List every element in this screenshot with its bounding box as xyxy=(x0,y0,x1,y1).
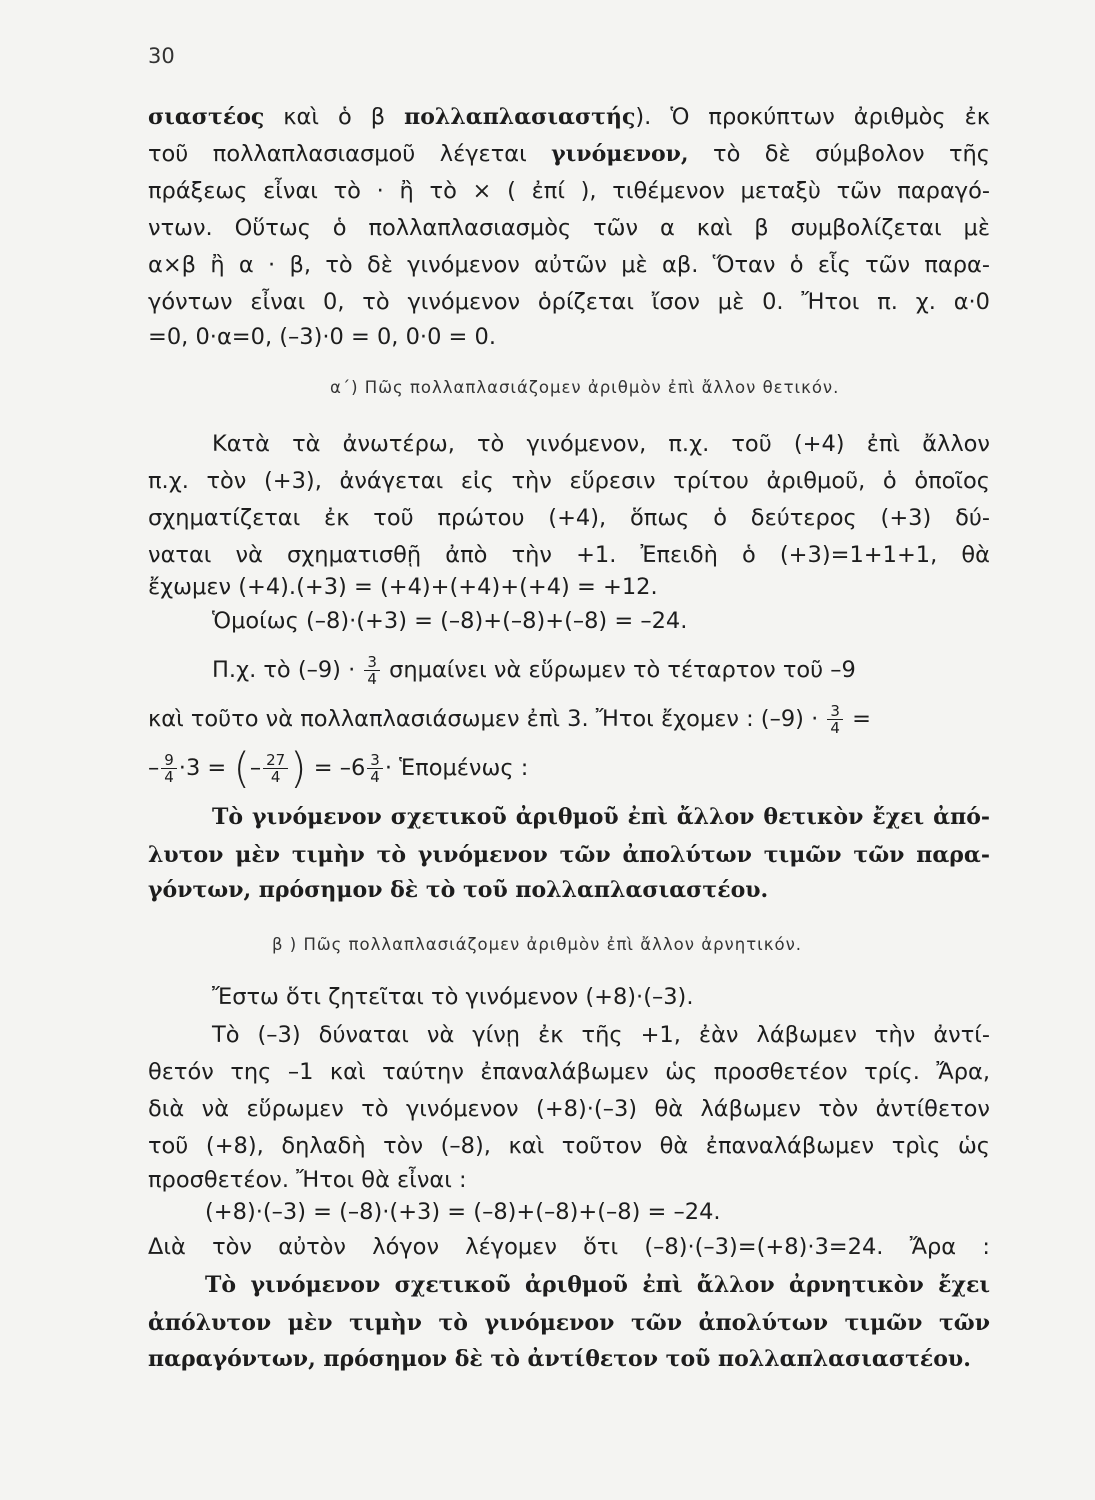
paragraph-line: π.χ. τὸν (+3), ἀνάγεται εἰς τὴν εὕρεσιν τρίτου ἀριθμοῦ, ὁ ὁποῖος xyxy=(148,468,990,494)
rule-line: λυτον μὲν τιμὴν τὸ γινόμενον τῶν ἀπολύτων τιμῶν τῶν παρα- xyxy=(148,842,990,868)
paragraph-line: Κατὰ τὰ ἀνωτέρω, τὸ γινόμενον, π.χ. τοῦ (+4) ἐπὶ ἄλλον xyxy=(212,431,990,457)
paragraph-line: (+8)·(–3) = (–8)·(+3) = (–8)+(–8)+(–8) = –24. xyxy=(205,1199,721,1225)
paragraph-line: Ἔστω ὅτι ζητεῖται τὸ γινόμενον (+8)·(–3). xyxy=(212,984,694,1010)
example-line: καὶ τοῦτο νὰ πολλαπλασιάσωμεν ἐπὶ 3. Ἤτοι ἔχομεν : (–9) · $\frac{3}{4}$ = xyxy=(148,702,871,737)
example-line: – $\frac{9}{4}$ ·3 = (– $\frac{27}{4}$ ) = –6 $\frac{3}{4}$ · Ἑπομένως : xyxy=(148,743,529,793)
paragraph-line: τοῦ (+8), δηλαδὴ τὸν (–8), καὶ τοῦτον θὰ ἐπαναλάβωμεν τρὶς ὡς xyxy=(148,1133,990,1159)
fraction: $\frac{3}{4}$ xyxy=(367,752,383,785)
fraction: $\frac{3}{4}$ xyxy=(827,703,843,736)
paragraph-line: ντων. Οὕτως ὁ πολλαπλασιασμὸς τῶν α καὶ β συμβολίζεται μὲ xyxy=(148,215,990,241)
paragraph-line: Διὰ τὸν αὐτὸν λόγον λέγομεν ὅτι (–8)·(–3)=(+8)·3=24. Ἄρα : xyxy=(148,1234,990,1260)
fraction: $\frac{3}{4}$ xyxy=(364,654,380,687)
paragraph-line: πράξεως εἶναι τὸ · ἢ τὸ × ( ἐπί ), τιθέμενον μεταξὺ τῶν παραγό- xyxy=(148,178,990,204)
paragraph-line: =0, 0·α=0, (–3)·0 = 0, 0·0 = 0. xyxy=(148,324,497,350)
paragraph-line: σιαστέος καὶ ὁ β πολλαπλασιαστής). Ὁ προκύπτων ἀριθμὸς ἐκ xyxy=(148,104,990,130)
paragraph-line: Ὁμοίως (–8)·(+3) = (–8)+(–8)+(–8) = –24. xyxy=(212,608,688,634)
rule-line: ἀπόλυτον μὲν τιμὴν τὸ γινόμενον τῶν ἀπολύτων τιμῶν τῶν xyxy=(148,1310,990,1336)
rule-line: παραγόντων, πρόσημον δὲ τὸ ἀντίθετον τοῦ πολλαπλασιαστέου. xyxy=(148,1346,971,1372)
paragraph-line: ναται νὰ σχηματισθῇ ἀπὸ τὴν +1. Ἐπειδὴ ὁ (+3)=1+1+1, θὰ xyxy=(148,542,990,568)
paragraph-line: θετόν της –1 καὶ ταύτην ἐπαναλάβωμεν ὡς προσθετέον τρίς. Ἄρα, xyxy=(148,1059,990,1085)
section-heading-b: β ) Πῶς πολλαπλασιάζομεν ἀριθμὸν ἐπὶ ἄλλον ἀρνητικόν. xyxy=(272,935,803,954)
paragraph-line: ἔχωμεν (+4).(+3) = (+4)+(+4)+(+4) = +12. xyxy=(148,574,658,600)
paragraph-line: διὰ νὰ εὕρωμεν τὸ γινόμενον (+8)·(–3) θὰ λάβωμεν τὸν ἀντίθετον xyxy=(148,1096,990,1122)
rule-line: γόντων, πρόσημον δὲ τὸ τοῦ πολλαπλασιαστέου. xyxy=(148,877,769,903)
paragraph-line: α×β ἢ α · β, τὸ δὲ γινόμενον αὐτῶν μὲ αβ. Ὅταν ὁ εἷς τῶν παρα- xyxy=(148,252,990,278)
page-number: 30 xyxy=(148,44,175,68)
paragraph-line: τοῦ πολλαπλασιασμοῦ λέγεται γινόμενον, τὸ δὲ σύμβολον τῆς xyxy=(148,141,990,167)
paragraph-line: προσθετέον. Ἤτοι θὰ εἶναι : xyxy=(148,1167,467,1193)
paragraph-line: γόντων εἶναι 0, τὸ γινόμενον ὁρίζεται ἴσον μὲ 0. Ἤτοι π. χ. α·0 xyxy=(148,289,990,315)
paragraph-line: σχηματίζεται ἐκ τοῦ πρώτου (+4), ὅπως ὁ δεύτερος (+3) δύ- xyxy=(148,505,990,531)
example-line: Π.χ. τὸ (–9) · $\frac{3}{4}$ σημαίνει νὰ εὕρωμεν τὸ τέταρτον τοῦ –9 xyxy=(212,653,856,688)
section-heading-a: α΄) Πῶς πολλαπλασιάζομεν ἀριθμὸν ἐπὶ ἄλλον θετικόν. xyxy=(330,378,840,397)
fraction: $\frac{9}{4}$ xyxy=(161,752,177,785)
rule-line: Τὸ γινόμενον σχετικοῦ ἀριθμοῦ ἐπὶ ἄλλον ἀρνητικὸν ἔχει xyxy=(205,1272,990,1298)
rule-line: Τὸ γινόμενον σχετικοῦ ἀριθμοῦ ἐπὶ ἄλλον θετικὸν ἔχει ἀπό- xyxy=(212,804,990,830)
paragraph-line: Τὸ (–3) δύναται νὰ γίνῃ ἐκ τῆς +1, ἐὰν λάβωμεν τὴν ἀντί- xyxy=(212,1022,990,1048)
fraction: $\frac{27}{4}$ xyxy=(263,752,288,785)
